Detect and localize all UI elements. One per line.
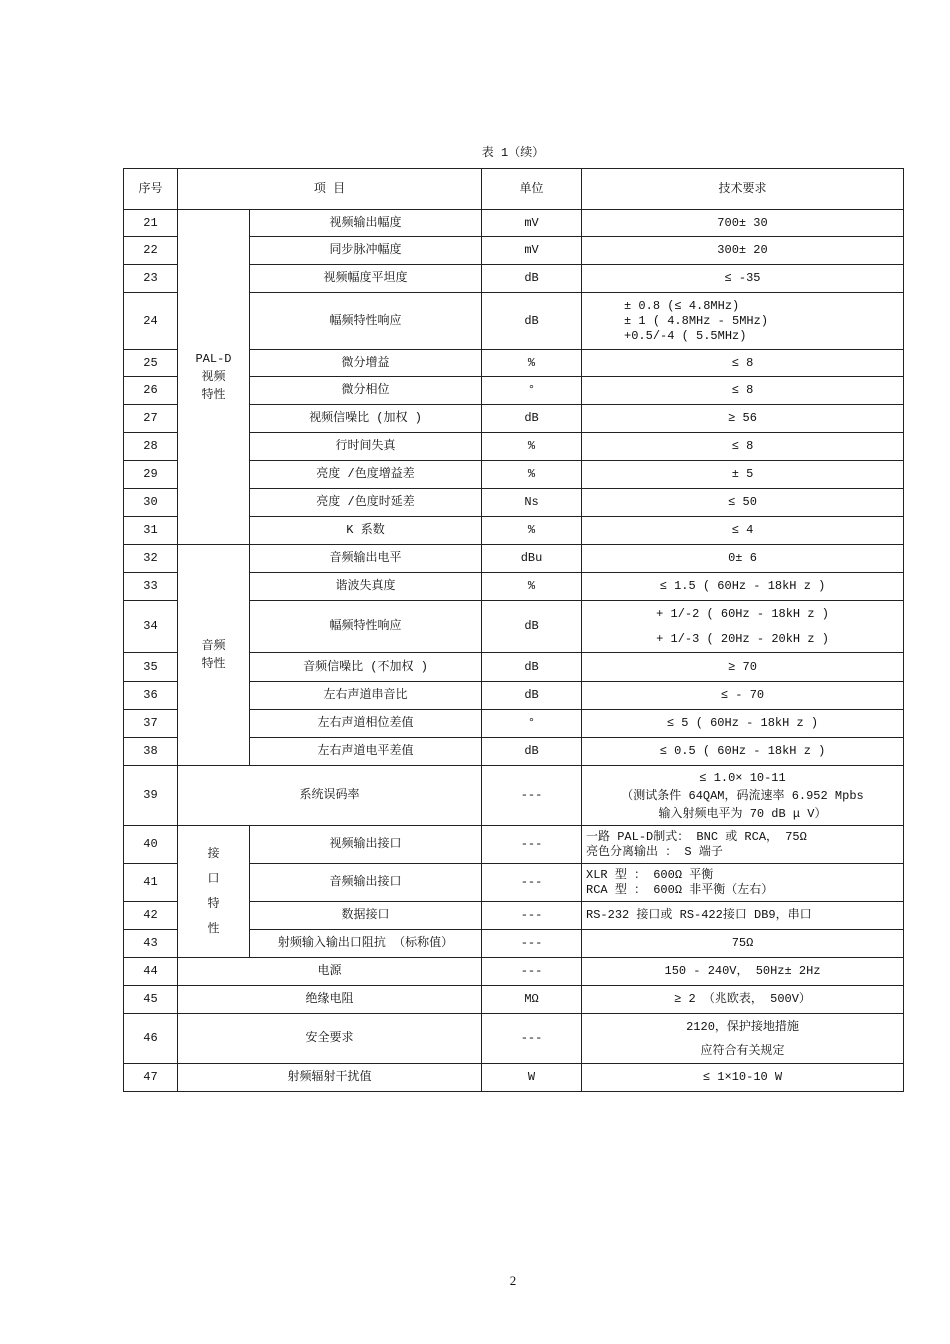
row-num: 38 bbox=[124, 738, 178, 766]
row-spec: ≤ 1×10-10 W bbox=[582, 1064, 904, 1092]
row-spec: ≥ 56 bbox=[582, 405, 904, 433]
header-spec: 技术要求 bbox=[582, 169, 904, 210]
row-unit: --- bbox=[482, 826, 582, 864]
row-item: 安全要求 bbox=[178, 1014, 482, 1064]
row-item: 亮度 /色度增益差 bbox=[250, 461, 482, 489]
group-interface: 接 口 特 性 bbox=[178, 826, 250, 958]
row-unit: W bbox=[482, 1064, 582, 1092]
row-item: 视频输出接口 bbox=[250, 826, 482, 864]
row-num: 47 bbox=[124, 1064, 178, 1092]
row-spec: ≤ 1.0× 10-11 （测试条件 64QAM，码流速率 6.952 Mpbs 输入射频电平为 70 dB μ V） bbox=[582, 766, 904, 826]
row-unit: dB bbox=[482, 738, 582, 766]
row-spec: ≤ 50 bbox=[582, 489, 904, 517]
row-num: 24 bbox=[124, 293, 178, 350]
row-unit: % bbox=[482, 350, 582, 377]
table-caption: 表 1（续） bbox=[481, 146, 545, 160]
table-row bbox=[124, 1014, 904, 1064]
table-row bbox=[124, 958, 904, 986]
row-num: 35 bbox=[124, 653, 178, 682]
row-unit: Ns bbox=[482, 489, 582, 517]
page-number: 2 bbox=[509, 1273, 517, 1288]
row-item: 视频幅度平坦度 bbox=[250, 265, 482, 293]
row-spec: 一路 PAL-D制式： BNC 或 RCA， 75Ω 亮色分离输出 ： S 端子 bbox=[582, 826, 904, 864]
row-item: 左右声道电平差值 bbox=[250, 738, 482, 766]
row-num: 32 bbox=[124, 545, 178, 573]
row-num: 39 bbox=[124, 766, 178, 826]
table-row bbox=[124, 1064, 904, 1092]
row-unit: mV bbox=[482, 210, 582, 237]
row-item: 幅频特性响应 bbox=[250, 293, 482, 350]
row-spec: 2120，保护接地措施 应符合有关规定 bbox=[582, 1014, 904, 1064]
row-spec: ≤ 1.5 ( 60Hz - 18kH z ) bbox=[582, 573, 904, 601]
header-num: 序号 bbox=[124, 169, 178, 210]
row-spec: ≥ 70 bbox=[582, 653, 904, 682]
row-item: 系统误码率 bbox=[178, 766, 482, 826]
table-row bbox=[124, 766, 904, 826]
row-unit: dB bbox=[482, 682, 582, 710]
row-item: 音频输出接口 bbox=[250, 864, 482, 902]
row-unit: --- bbox=[482, 1014, 582, 1064]
row-unit: dB bbox=[482, 601, 582, 653]
row-item: 微分相位 bbox=[250, 377, 482, 405]
row-unit: % bbox=[482, 517, 582, 545]
row-unit: dB bbox=[482, 265, 582, 293]
row-num: 37 bbox=[124, 710, 178, 738]
row-item: 视频信噪比 (加权 ) bbox=[250, 405, 482, 433]
row-item: 音频信噪比 (不加权 ) bbox=[250, 653, 482, 682]
row-num: 41 bbox=[124, 864, 178, 902]
table-row bbox=[124, 826, 904, 864]
row-spec: 75Ω bbox=[582, 930, 904, 958]
row-num: 36 bbox=[124, 682, 178, 710]
row-spec: ≥ 2 （兆欧表， 500V） bbox=[582, 986, 904, 1014]
row-spec: XLR 型 ： 600Ω 平衡 RCA 型 ： 600Ω 非平衡（左右） bbox=[582, 864, 904, 902]
row-item: 绝缘电阻 bbox=[178, 986, 482, 1014]
row-item: 行时间失真 bbox=[250, 433, 482, 461]
row-item: 视频输出幅度 bbox=[250, 210, 482, 237]
header-unit: 单位 bbox=[482, 169, 582, 210]
row-spec: 0± 6 bbox=[582, 545, 904, 573]
row-item: 微分增益 bbox=[250, 350, 482, 377]
row-unit: dB bbox=[482, 653, 582, 682]
row-spec: 700± 30 bbox=[582, 210, 904, 237]
row-item: 同步脉冲幅度 bbox=[250, 237, 482, 265]
row-unit: dB bbox=[482, 405, 582, 433]
row-spec: + 1/-2 ( 60Hz - 18kH z ) + 1/-3 ( 20Hz - 20kH z ) bbox=[582, 601, 904, 653]
header-item: 项 目 bbox=[178, 169, 482, 210]
row-spec: ≤ 5 ( 60Hz - 18kH z ) bbox=[582, 710, 904, 738]
row-spec: 300± 20 bbox=[582, 237, 904, 265]
table-row bbox=[124, 986, 904, 1014]
table-header-row bbox=[124, 169, 904, 210]
row-spec: RS-232 接口或 RS-422接口 DB9，串口 bbox=[582, 902, 904, 930]
row-num: 43 bbox=[124, 930, 178, 958]
row-item: 亮度 /色度时延差 bbox=[250, 489, 482, 517]
row-num: 34 bbox=[124, 601, 178, 653]
group-audio: 音频 特性 bbox=[178, 545, 250, 766]
row-num: 27 bbox=[124, 405, 178, 433]
row-num: 23 bbox=[124, 265, 178, 293]
row-unit: % bbox=[482, 461, 582, 489]
row-unit: ° bbox=[482, 377, 582, 405]
row-unit: mV bbox=[482, 237, 582, 265]
row-unit: --- bbox=[482, 930, 582, 958]
row-unit: % bbox=[482, 433, 582, 461]
row-spec: ≤ 8 bbox=[582, 350, 904, 377]
row-item: K 系数 bbox=[250, 517, 482, 545]
row-num: 25 bbox=[124, 350, 178, 377]
row-item: 左右声道串音比 bbox=[250, 682, 482, 710]
row-num: 40 bbox=[124, 826, 178, 864]
row-spec: ≤ 4 bbox=[582, 517, 904, 545]
row-spec: ≤ 0.5 ( 60Hz - 18kH z ) bbox=[582, 738, 904, 766]
row-num: 42 bbox=[124, 902, 178, 930]
row-spec: ± 5 bbox=[582, 461, 904, 489]
row-item: 数据接口 bbox=[250, 902, 482, 930]
row-spec: ≤ -35 bbox=[582, 265, 904, 293]
row-num: 21 bbox=[124, 210, 178, 237]
row-num: 30 bbox=[124, 489, 178, 517]
row-unit: ° bbox=[482, 710, 582, 738]
row-unit: --- bbox=[482, 864, 582, 902]
row-item: 音频输出电平 bbox=[250, 545, 482, 573]
row-unit: % bbox=[482, 573, 582, 601]
row-unit: MΩ bbox=[482, 986, 582, 1014]
row-spec: ≤ - 70 bbox=[582, 682, 904, 710]
group-pal-video: PAL-D 视频 特性 bbox=[178, 210, 250, 545]
table-row bbox=[124, 210, 904, 237]
row-item: 左右声道相位差值 bbox=[250, 710, 482, 738]
table-row bbox=[124, 545, 904, 573]
row-unit: --- bbox=[482, 766, 582, 826]
row-item: 电源 bbox=[178, 958, 482, 986]
row-spec: 150 - 240V， 50Hz± 2Hz bbox=[582, 958, 904, 986]
row-unit: --- bbox=[482, 902, 582, 930]
row-num: 29 bbox=[124, 461, 178, 489]
row-num: 28 bbox=[124, 433, 178, 461]
row-item: 射频辐射干扰值 bbox=[178, 1064, 482, 1092]
row-num: 33 bbox=[124, 573, 178, 601]
row-unit: --- bbox=[482, 958, 582, 986]
row-spec: ≤ 8 bbox=[582, 433, 904, 461]
row-unit: dBu bbox=[482, 545, 582, 573]
row-spec: ± 0.8 (≤ 4.8MHz) ± 1 ( 4.8MHz - 5MHz) +0.5/-4 ( 5.5MHz) bbox=[582, 293, 904, 350]
row-num: 44 bbox=[124, 958, 178, 986]
row-item: 谐波失真度 bbox=[250, 573, 482, 601]
row-spec: ≤ 8 bbox=[582, 377, 904, 405]
row-num: 45 bbox=[124, 986, 178, 1014]
row-item: 射频输入输出口阻抗 （标称值） bbox=[250, 930, 482, 958]
row-num: 22 bbox=[124, 237, 178, 265]
row-num: 46 bbox=[124, 1014, 178, 1064]
spec-table bbox=[123, 168, 904, 1092]
row-num: 31 bbox=[124, 517, 178, 545]
row-num: 26 bbox=[124, 377, 178, 405]
row-item: 幅频特性响应 bbox=[250, 601, 482, 653]
row-unit: dB bbox=[482, 293, 582, 350]
